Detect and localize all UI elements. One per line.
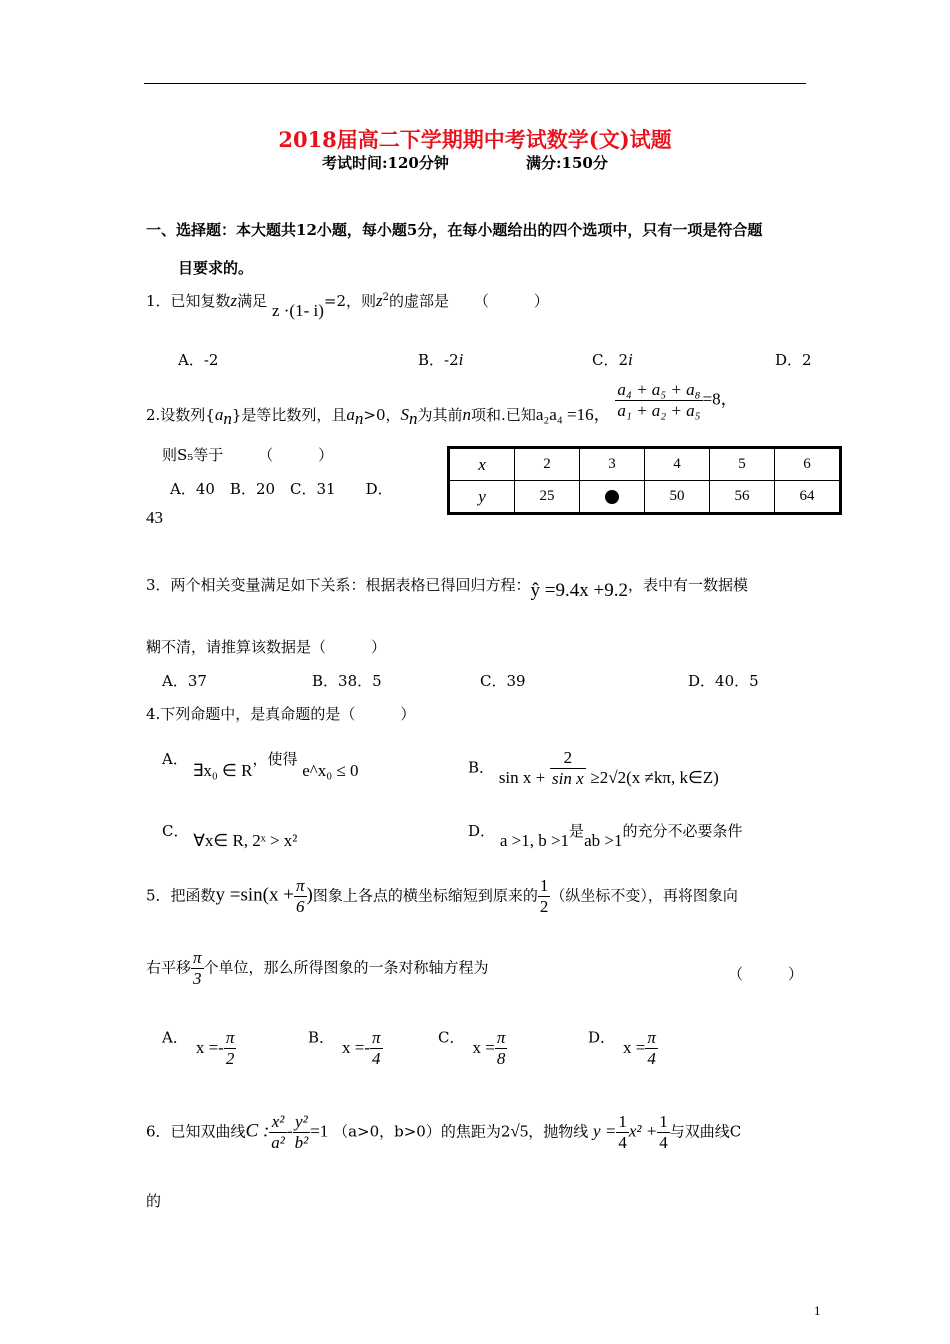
table-x-label: x: [449, 448, 515, 481]
table-cell: 6: [775, 448, 841, 481]
q1-stem-b: 满足: [237, 292, 268, 310]
q3-line2: 糊不清，请推算该数据是（ ）: [146, 638, 387, 656]
blot-icon: [605, 490, 619, 504]
q3-option-c: C．39: [480, 672, 526, 690]
table-cell: 5: [710, 448, 775, 481]
table-row: [449, 481, 841, 514]
q3-option-d: D．40．5: [688, 672, 759, 690]
page-number: 1: [814, 1303, 821, 1318]
question-2: 2.设数列$\{a_n\}$是等比数列，且$a_n>0$，$S_n$为其前n项和.已知a₂a₄ =16， $\frac{\text{a₄ + a₅ + a₈}}{\text{a₁ + a₂ + a₅}}$ =8，: [146, 380, 738, 428]
top-rule: [144, 83, 806, 84]
table-cell: 3: [580, 448, 645, 481]
data-table: [447, 446, 842, 515]
q3-option-b: B．38．5: [312, 672, 382, 690]
q1-option-d: D．2: [775, 351, 812, 369]
q4-option-c: C． ∀x∈ R, 2ˣ > x²: [162, 822, 298, 850]
exam-time: 考试时间:120分钟: [322, 154, 449, 172]
q5-option-d: D． x = $\frac{\pi}{4}$: [588, 1028, 656, 1068]
full-score: 满分:150分: [526, 154, 608, 172]
question-3: 3．两个相关变量满足如下关系：根据表格已得回归方程：ŷ =9.4x +9.2，表中有一数据模: [146, 576, 748, 601]
table-cell-blurred: [580, 481, 645, 514]
q4-option-d: D． a >1, b >1是ab >1的充分不必要条件: [468, 822, 743, 850]
table-row: [449, 448, 841, 481]
q2-option-d-value: 43: [146, 508, 163, 527]
q1-option-b: B．-2i: [418, 350, 464, 369]
question-6: 6．已知双曲线C : $\frac{\text{x²}}{\text{a²}}$ - $\frac{\text{y²}}{\text{b²}}$ =1 （a>0，b>0）的焦距为2√5，抛物线 y = $\frac{1}{4}$ x² + $\frac{1}{4}$ 与双曲线C: [146, 1112, 742, 1152]
table-cell: 56: [710, 481, 775, 514]
table-cell: 4: [645, 448, 710, 481]
q1-paren: （ ）: [473, 292, 549, 310]
q1-option-a: A．-2: [178, 351, 219, 369]
q1-option-c: C．2i: [592, 350, 633, 369]
q6-line2: 的: [146, 1192, 162, 1210]
question-4: 4.下列命题中，是真命题的是（ ）: [146, 705, 416, 723]
table-y-label: y: [449, 481, 515, 514]
q1-stem-c: =2，则: [323, 292, 377, 310]
q1-stem-a: 1．已知复数: [146, 292, 231, 310]
table-cell: 64: [775, 481, 841, 514]
q3-option-a: A．37: [162, 672, 207, 690]
question-1: 1．已知复数z满足 z ·(1- i)=2，则$z^2$的虚部是 （ ）: [146, 291, 549, 320]
q5-option-c: C． x = $\frac{\pi}{8}$: [438, 1028, 506, 1068]
q4-option-b: B． sin x + $\frac{2}{\text{sin x}}$ ≥2√2(x ≠kπ, k∈Z): [468, 748, 719, 788]
table-cell: 2: [515, 448, 580, 481]
table-cell: 25: [515, 481, 580, 514]
q2-options: A．40 B．20 C．31 D．: [170, 480, 393, 498]
question-5: 5．把函数y =sin(x + $\frac{\pi}{6}$ )图象上各点的横坐标缩短到原来的 $\frac{1}{2}$ （纵坐标不变），再将图象向: [146, 876, 738, 916]
page-title: 2018届高二下学期期中考试数学(文)试题: [278, 127, 672, 152]
q1-z2: z: [376, 291, 383, 310]
q5-option-b: B． x =- $\frac{\pi}{4}$: [308, 1028, 381, 1068]
q5-paren: （ ）: [728, 965, 804, 983]
section-heading-cont: 目要求的。: [178, 259, 254, 277]
q1-expr: z ·(1- i): [271, 301, 324, 320]
table-cell: 50: [645, 481, 710, 514]
q2-fraction: $\frac{\text{a₄ + a₅ + a₈}}{\text{a₁ + a₂ + a₅}}$: [617, 380, 701, 420]
q1-var-z: z: [230, 291, 238, 310]
q5-line2: 右平移 $\frac{\pi}{3}$ 个单位，那么所得图象的一条对称轴方程为: [146, 948, 489, 988]
q2-line2: 则S₅等于 （ ）: [162, 446, 334, 464]
section-heading: 一、选择题：本大题共12小题，每小题5分，在每小题给出的四个选项中，只有一项是符合题: [146, 221, 763, 239]
q5-option-a: A． x =- $\frac{\pi}{2}$: [162, 1028, 235, 1068]
q1-stem-d: 的虚部是: [389, 292, 450, 310]
q4-option-a: A． ∃x₀ ∈ R，使得 e^x₀ ≤ 0: [162, 750, 359, 780]
